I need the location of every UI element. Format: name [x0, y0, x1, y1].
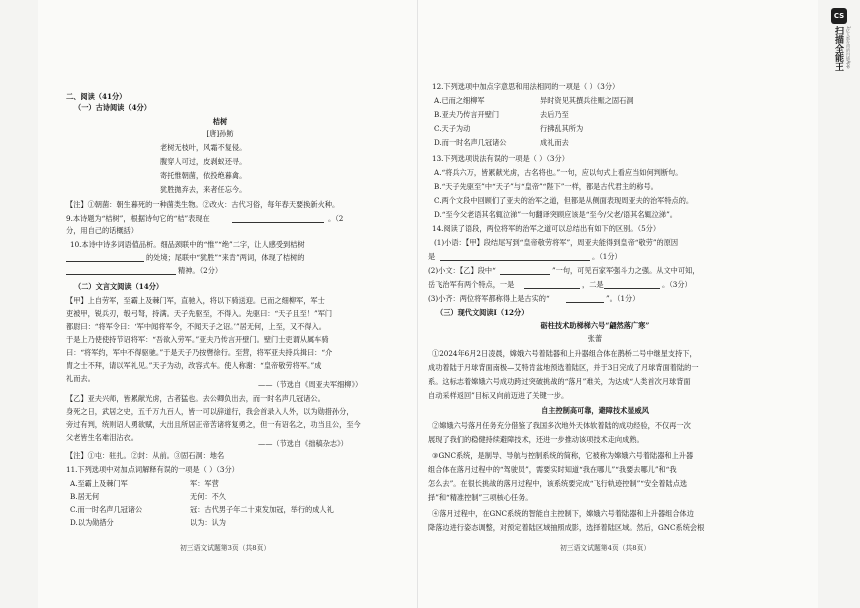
watermark-tagline: 3亿人都在用的扫描App — [846, 26, 851, 69]
passage-yi-line: 旁过有判，统则诏人勇欲赋，大出且所居正帝苦诸将复勇之，但一有诏名之，功当且公，至今 — [66, 420, 361, 429]
question-14-2: (2)小文：【乙】段中“ — [428, 266, 496, 275]
poem-line: 寄托惟朝菌，依投绝暮禽。 — [160, 171, 247, 180]
answer-blank[interactable] — [440, 260, 590, 261]
article-paragraph-line: 成功着陆于月球背面南极—艾特肯盆地预选着陆区，并于3日完成了月球背面着陆的一 — [428, 363, 699, 372]
passage-yi-line: 父老皆生名难泪沾衣。 — [66, 433, 138, 442]
answer-blank[interactable] — [66, 274, 176, 275]
passage-yi-source: ——（节选自《拙稿杂志》） — [258, 439, 348, 448]
question-14-2-text: 岳飞治军有两个特点，一是 — [428, 280, 515, 289]
poem-title: 桔树 — [212, 117, 228, 126]
answer-blank[interactable] — [500, 274, 550, 275]
article-paragraph-line: 展现了我们的稳健持续避障技术，还进一步推动该项技术走向成熟。 — [428, 435, 644, 444]
passage-note: 【注】①屯：驻扎。②封：从前。③固石洞：地名 — [66, 451, 225, 460]
question-14-2-text: ，二是 — [582, 280, 604, 289]
answer-blank[interactable] — [604, 288, 660, 289]
answer-blank[interactable] — [566, 302, 604, 303]
option-a[interactable]: A.至霸上及棘门军 — [70, 479, 128, 488]
passage-jia-line: 都尉曰：“将军令曰：‘军中闻将军令，不闻天子之诏。’”居无何，上至，又不得入。 — [66, 322, 326, 331]
option-c[interactable]: C.而一时名声几冠诸公 — [70, 505, 143, 514]
passage-jia-line: 吏被甲，锐兵刃，彀弓弩，持满。天子先驱至，不得入。先驱曰：“天子且至！”军门 — [66, 309, 333, 318]
question-14-2-text: ”一句，可见百家军强斗力之强。从文中可知， — [552, 266, 700, 275]
article-paragraph-line: 系。这标志着嫦娥六号成功跨过突破挑战的“落月”难关，为达成“人类首次月球背面 — [428, 377, 691, 386]
page-footer-left: 初三语文试题第3页（共8页） — [180, 544, 271, 552]
poem-note: 【注】①朝菌：朝生暮死的一种菌类生物。②改火：古代习俗，每年春天要换新火种。 — [66, 200, 340, 209]
option-d[interactable]: D.以为勋措分 — [70, 518, 114, 527]
passage-yi-line: 身死之日，武居之史，五千万九百人，皆一可以辞道行，我会首录入人外，以为勋措孙分， — [66, 407, 354, 416]
passage-yi-line: 【乙】亚夫兴师，皆累献光虏，古者猛也。去公卿负出去，而一时名声几冠诸公。 — [66, 394, 325, 403]
option-b[interactable]: B.居无何 — [70, 492, 100, 501]
modern-section-heading: （三）现代文阅读Ⅰ（12分） — [436, 308, 529, 317]
question-14-3-score: ”。（1分） — [606, 294, 640, 303]
poem-section-heading: （一）古诗阅读（4分） — [74, 103, 151, 112]
poem-line: 腹穿人可过，皮剥蚁还寻。 — [160, 157, 247, 166]
question-11-text: 11.下列选项中对加点词解释有误的一项是（ ）（3分） — [66, 465, 239, 474]
article-paragraph-line: ④落月过程中，在GNC系统的智能自主控制下，嫦娥六号着陆器和上升器组合体边 — [432, 509, 694, 518]
question-14-1-prefix: 是 — [428, 252, 436, 261]
question-13-text: 13.下列选项说法有误的一项是（ ）（3分） — [432, 154, 569, 163]
question-9-score: 。（2 — [328, 214, 344, 223]
poem-line: 老树无枝叶，风霜不复侵。 — [160, 143, 247, 152]
option-d-compare: 成礼而去 — [540, 138, 569, 147]
article-paragraph-line: 怎么去”。在很长挑战的落月过程中，该系统要完成“飞行轨迹控制”“安全着陆点选 — [428, 479, 688, 488]
option-a-gloss: 军：军营 — [190, 479, 219, 488]
question-14-2-score: 。（3分） — [662, 280, 692, 289]
answer-blank[interactable] — [232, 222, 324, 223]
option-c-compare: 行拂乱其所为 — [540, 124, 584, 133]
article-author: 张蕾 — [587, 334, 603, 343]
option-b-compare: 去后乃至 — [540, 110, 569, 119]
question-12-text: 12.下列选项中加点字意思和用法相同的一项是（ ）（3分） — [432, 82, 620, 91]
option-d[interactable]: D.“至今父老语其名辄泣涕”一句翻译突顾应该是“至今/父老/语其名辄泣涕”。 — [434, 210, 677, 219]
passage-jia-line: 【甲】上自劳军，至霸上及棘门军，直驰入，将以下骑送迎。已而之细柳军，军士 — [66, 296, 325, 305]
camscanner-logo-icon: CS — [831, 8, 847, 24]
classical-section-heading: （二）文言文阅读（14分） — [74, 282, 164, 291]
poem-line: 犹胜拋弃去，来者任忘今。 — [160, 185, 247, 194]
article-paragraph-line: 择”和“精准控制”三项核心任务。 — [428, 493, 533, 502]
question-14-1: (1)小语：【甲】段结尾写到“皇帝敬劳将军”，周亚夫能得到皇帝“敬劳”的原因 — [434, 238, 679, 247]
question-14-3: (3)小齐：两位将军都称得上是古实的“ — [428, 294, 550, 303]
watermark-name: 扫描全能王 — [833, 26, 843, 71]
passage-jia-source: ——（节选自《周亚夫军细柳》） — [258, 380, 363, 389]
article-paragraph-line: 自动采样返回”目标又向前迈进了关键一步。 — [428, 391, 569, 400]
question-14-1-score: 。（1分） — [592, 252, 622, 261]
passage-jia-line: 曰：“将军约，军中不得驱驰。”于是天子乃按辔徐行。至营，将军亚夫持兵揖曰：“介 — [66, 348, 333, 357]
option-d[interactable]: D.而一时名声几冠诸公 — [434, 138, 507, 147]
answer-blank[interactable] — [66, 261, 144, 262]
question-9-text: 9.本诗题为“桔树”，根据诗句它的“桔”表现在 — [66, 214, 210, 223]
option-a[interactable]: A.已而之细柳军 — [434, 96, 485, 105]
article-paragraph-line: ③GNC系统，是制导、导航与控制系统的简称，它被称为嫦娥六号着陆器和上升器 — [432, 451, 694, 460]
option-c[interactable]: C.天子为动 — [434, 124, 471, 133]
article-paragraph-line: 降落边进行姿态调整，对预定着陆区域抽照成影，选择着陆区域。然后，GNC系统会根 — [428, 523, 705, 532]
question-10-text: 的处境；尾联中“犹胜”“来肯”两词，体现了桔树的 — [146, 253, 305, 262]
article-paragraph-line: ②嫦娥六号落月任务充分借鉴了我国多次地外天体软着陆的成功经验，不仅再一次 — [432, 421, 691, 430]
option-b[interactable]: B.“天子先驱至”中“天子”与“皇帝”“陛下”一样，都是古代君主的称号。 — [434, 182, 658, 191]
article-paragraph-line: 组合体在落月过程中的“驾驶员”，需要实时知道“我在哪儿”“我要去哪儿”和“我 — [428, 465, 677, 474]
question-14-text: 14.阅读了语段，两位将军的治军之道可以总结出有如下的区别。（5分） — [432, 224, 661, 233]
article-subheading: 自主控制高可靠，避障技术显威风 — [541, 406, 649, 415]
option-a[interactable]: A.“将兵六万，皆累献光虏，古名将也。”一句，应以句式上看应当如何判断句。 — [434, 168, 683, 177]
article-paragraph-line: ①2024年6月2日凌晨，嫦娥六号着陆器和上升器组合体在鹊桥二号中继星支持下， — [432, 349, 697, 358]
option-a-compare: 异时资见其撰兵往赈之固石洞 — [540, 96, 634, 105]
passage-jia-line: 于是上乃使使持节诏将军：“吾欲入劳军。”亚夫乃传言开壁门。壁门士吏谓从属车骑 — [66, 335, 329, 344]
option-c-gloss: 冠：古代男子年二十束发加冠，举行的成人礼 — [190, 505, 334, 514]
passage-jia-line: 胄之士不拜，请以军礼见。”天子为动，改容式车。使人称谢：“皇帝敬劳将军。”成 — [66, 361, 322, 370]
option-c[interactable]: C.两个文段中回顾们了亚夫的治军之道，但都是从侧面表现周亚夫的治军特点的。 — [434, 196, 694, 205]
article-title: 砺柱技术助梯梯六号“翩然落广寒” — [540, 321, 650, 330]
question-10-text: 10.本诗中诗多词语值品析。细品颈联中的“惟”“绝”二字，让人感受到桔树 — [70, 240, 305, 249]
passage-jia-line: 礼而去。 — [66, 374, 95, 383]
option-d-gloss: 以为：认为 — [190, 518, 226, 527]
option-b[interactable]: B.亚夫乃传言开壁门 — [434, 110, 500, 119]
answer-blank[interactable] — [524, 288, 580, 289]
option-b-gloss: 无何：不久 — [190, 492, 226, 501]
camscanner-watermark — [828, 8, 850, 78]
poem-author: [唐]孙鲂 — [206, 129, 234, 138]
page-footer-right: 初三语文试题第4页（共8页） — [560, 544, 651, 552]
question-9-note: 分，用自己的话概括） — [66, 226, 138, 235]
question-10-text: 精神。（2分） — [178, 266, 223, 275]
section-reading-heading: 二、阅读（41分） — [66, 92, 127, 101]
